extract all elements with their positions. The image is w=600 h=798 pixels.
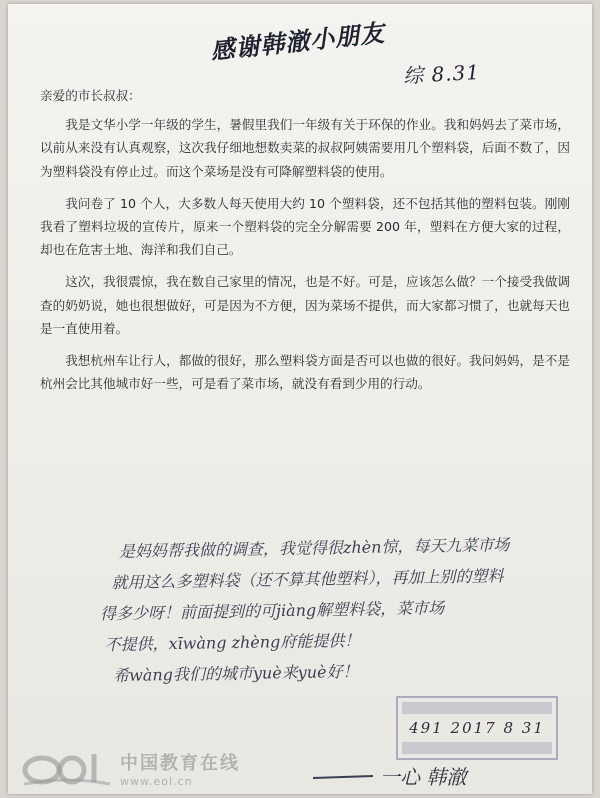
- received-stamp: [396, 696, 558, 760]
- watermark-site-name: 中国教育在线: [120, 752, 240, 774]
- stamp-footer-bar: [402, 742, 552, 754]
- eol-logo-icon: [22, 748, 112, 788]
- letter-paragraph: 我是文华小学一年级的学生，暑假里我们一年级有关于环保的作业。我和妈妈去了菜市场，以前从来没有认真观察，这次我仔细地想数卖菜的叔叔阿姨需要用几个塑料袋，后面不数了，因为塑料袋没有停止过。而这个菜场是没有可降解塑料袋的使用。: [40, 117, 570, 179]
- letter-greeting: 亲爱的市长叔叔：: [40, 88, 141, 103]
- stamp-date: 491 2017 8 31: [409, 719, 545, 737]
- watermark-site-url: www.eol.cn: [120, 774, 193, 788]
- stamp-header-bar: [402, 702, 552, 714]
- handwritten-line: 希wàng我们的城市yuè来yuè好！: [112, 661, 359, 686]
- approval-signature: 综 8.31: [402, 60, 481, 88]
- signature-dash: [313, 775, 373, 779]
- handwritten-line: 不提供，xīwàng zhèng府能提供！: [104, 630, 361, 655]
- site-watermark: [22, 748, 240, 788]
- handwritten-approval-note: 感谢韩澈小朋友: [209, 17, 387, 66]
- handwritten-line: 是妈妈帮我做的调查，我觉得很zhèn惊，每天九菜市场: [118, 535, 510, 561]
- printed-letter: [40, 84, 570, 404]
- letter-paragraph: 我问卷了 10 个人，大多数人每天使用大约 10 个塑料袋，还不包括其他的塑料包装。刚刚我看了塑料垃圾的宣传片，原来一个塑料袋的完全分解需要 200 年，塑料在方便大家的过程，却也在危害土地、海洋和我们自己。: [40, 195, 570, 258]
- letter-paragraph: 这次，我很震惊，我在数自己家里的情况，也是不好。可是，应该怎么做？一个接受我做调查的奶奶说，她也很想做好，可是因为不方便，因为菜场不提供，而大家都习惯了，也就每天也是一直使用着。: [40, 274, 570, 336]
- letter-page: [8, 4, 592, 794]
- letter-paragraph: 我想杭州车让行人，都做的很好，那么塑料袋方面是否可以也做的很好。我问妈妈，是不是杭州会比其他城市好一些，可是看了菜市场，就没有看到少用的行动。: [40, 353, 570, 392]
- handwritten-child-note: [99, 528, 584, 691]
- child-signature: 一心 韩澈: [380, 765, 467, 789]
- handwritten-line: 就用这么多塑料袋（还不算其他塑料），再加上别的塑料: [111, 566, 504, 593]
- handwritten-line: 得多少呀！前面提到的可jiàng解塑料袋，菜市场: [99, 598, 445, 624]
